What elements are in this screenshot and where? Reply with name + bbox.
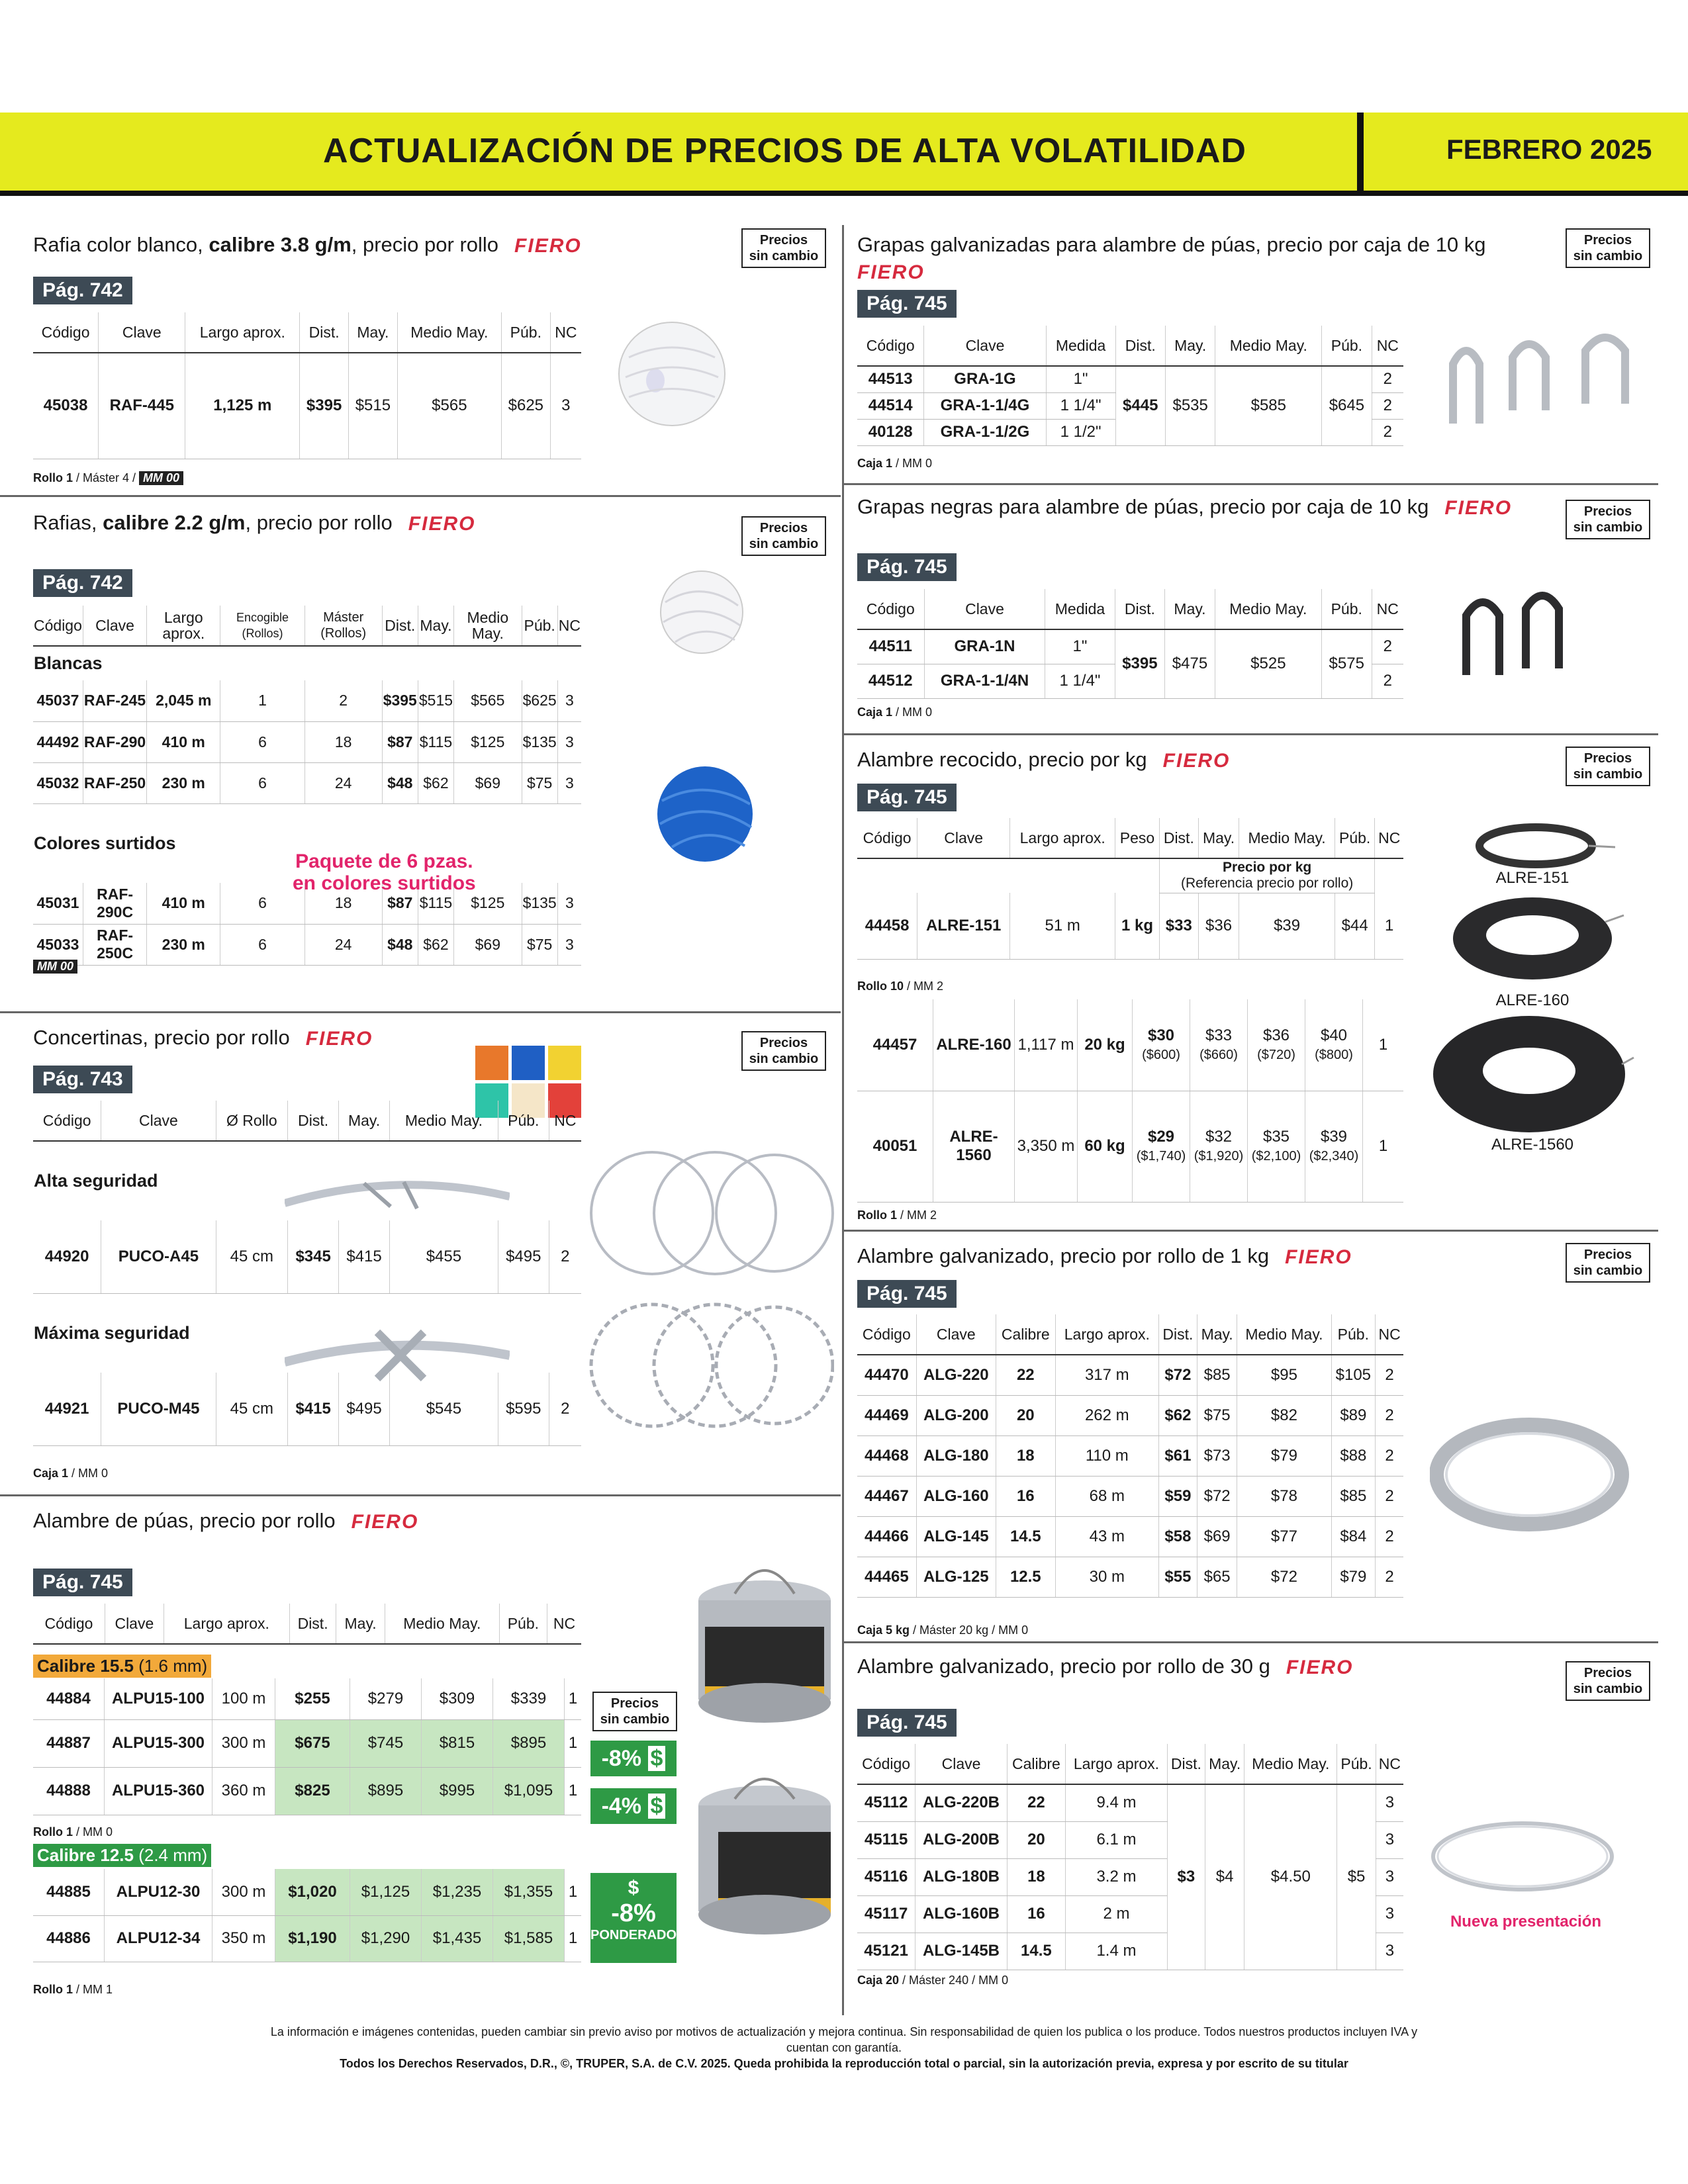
fiero-logo: FIERO bbox=[408, 512, 476, 535]
header-banner bbox=[0, 113, 1688, 196]
recocido-table: Código Clave Largo aprox. Peso Dist. May. Medio May. Púb. NC Precio por kg (Referencia precio por rollo) 44458 ALRE-151 51 m 1 kg $33 $36 $39 $44 1 bbox=[857, 818, 1403, 960]
table-row: 45037 RAF-245 2,045 m 1 2 $395 $515 $565 $625 3 bbox=[33, 680, 581, 721]
banner-separator bbox=[1357, 113, 1364, 191]
table-row: 44458 ALRE-151 51 m 1 kg $33 $36 $39 $44 1 bbox=[857, 893, 1403, 959]
section-rafia-blanco bbox=[33, 225, 841, 496]
sin-cambio-badge: Precios sin cambio bbox=[592, 1692, 677, 1731]
packaging-note: Caja 1 / MM 0 bbox=[857, 705, 933, 719]
product-caption: ALRE-1560 bbox=[1491, 1136, 1574, 1154]
packaging-note: Rollo 1 / MM 1 bbox=[33, 1983, 113, 1996]
table-row: 44511 GRA-1N 1" $395 $475 $525 $575 2 bbox=[857, 629, 1403, 664]
page-ref: Pág. 745 bbox=[857, 290, 957, 318]
sin-cambio-badge: Precios sin cambio bbox=[1566, 747, 1650, 786]
rafia-white-ball-icon bbox=[655, 566, 748, 659]
page-ref: Pág. 745 bbox=[857, 784, 957, 811]
divider bbox=[844, 733, 1658, 735]
section-alambre-puas bbox=[33, 1501, 841, 2017]
packaging-note: Rollo 10 / MM 2 bbox=[857, 979, 944, 993]
group-label: Máxima seguridad bbox=[34, 1322, 190, 1343]
puas-table-header: Código Clave Largo aprox. Dist. May. Medio May. Púb. NC bbox=[33, 1604, 581, 1645]
right-column bbox=[857, 225, 1655, 2019]
section-rafias bbox=[33, 503, 841, 979]
table-row: 44921 PUCO-M45 45 cm $415 $495 $545 $595 2 bbox=[33, 1373, 581, 1445]
table-row: 44885 ALPU12-30 300 m $1,020 $1,125 $1,235 $1,355 1 bbox=[33, 1869, 581, 1915]
concertina-coil-icon bbox=[589, 1137, 834, 1289]
razor-wire-max-icon bbox=[285, 1326, 510, 1385]
concertinas-table: Código Clave Ø Rollo Dist. May. Medio May. Púb. NC Alta seguridad 44920 PUCO-A45 45 cm $345 $415 $455 $495 2 Máxima seguridad 44921 PUCO-M45 45 cm $415 $495 $545 $595 2 bbox=[33, 1101, 581, 1446]
packaging-note: Rollo 1 / MM 0 bbox=[33, 1825, 113, 1839]
section-title: Alambre galvanizado, precio por rollo de 1 kg FIERO bbox=[857, 1244, 1352, 1268]
table-row: 44467 ALG-160 16 68 m $59 $72 $78 $85 2 bbox=[857, 1476, 1403, 1516]
packaging-note: Caja 20 / Máster 240 / MM 0 bbox=[857, 1974, 1009, 1987]
group-label: Alta seguridad bbox=[34, 1171, 158, 1191]
table-row: 44457 ALRE-160 1,117 m 20 kg $30 ($600) $33 ($660) $36 ($720) $40 ($800) 1 bbox=[857, 999, 1403, 1091]
section-galvanizado-30g bbox=[857, 1648, 1655, 2019]
rafia-blanco-table: Código Clave Largo aprox. Dist. May. Medio May. Púb. NC 45038 RAF-445 1,125 m $395 $515 $565 $625 3 bbox=[33, 312, 581, 459]
divider bbox=[0, 1494, 841, 1496]
rafia-roll-icon bbox=[616, 318, 728, 430]
section-galvanizado-1kg bbox=[857, 1236, 1655, 1660]
section-title: Grapas negras para alambre de púas, precio por caja de 10 kg FIERO bbox=[857, 495, 1513, 519]
grapas-negras-table: Código Clave Medida Dist. May. Medio May. Púb. NC 44511 GRA-1N 1" $395 $475 $525 $575 2 44512 GRA-1-1/4N 1 1/4" 2 bbox=[857, 589, 1403, 699]
table-row: 45033 RAF-250C 230 m 6 24 $48 $62 $69 $75 3 bbox=[33, 924, 581, 965]
grapas-galv-table: Código Clave Medida Dist. May. Medio May. Púb. NC 44513 GRA-1G 1" $445 $535 $585 $645 2 44514 GRA-1-1/4G 1 1/4" 2 40128 GRA-1-1/2G 1 1/2" 2 bbox=[857, 326, 1403, 446]
section-title: Rafias, calibre 2.2 g/m, precio por rollo FIERO bbox=[33, 511, 476, 535]
calibre-12-label: Calibre 12.5 (2.4 mm) bbox=[33, 1844, 211, 1867]
wire-coil-small-icon bbox=[1473, 819, 1618, 872]
table-row: 44920 PUCO-A45 45 cm $345 $415 $455 $495 2 bbox=[33, 1220, 581, 1293]
fiero-logo: FIERO bbox=[857, 261, 925, 283]
small-wire-coil-icon bbox=[1427, 1813, 1625, 1899]
section-title: Grapas galvanizadas para alambre de púas, precio por caja de 10 kg bbox=[857, 233, 1486, 256]
section-concertinas bbox=[33, 1018, 841, 1488]
discount-badge: -4% $ bbox=[590, 1788, 677, 1824]
rafia-blue-ball-icon bbox=[652, 761, 758, 867]
fiero-logo: FIERO bbox=[1444, 496, 1513, 519]
fiero-logo: FIERO bbox=[1285, 1246, 1352, 1268]
table-row: 45032 RAF-250 230 m 6 24 $48 $62 $69 $75 3 bbox=[33, 762, 581, 803]
sin-cambio-badge: Precios sin cambio bbox=[741, 516, 826, 556]
table-row: 45115 ALG-200B 20 6.1 m 3 bbox=[857, 1821, 1403, 1858]
section-grapas-galvanizadas bbox=[857, 225, 1655, 483]
section-title: Concertinas, precio por rollo FIERO bbox=[33, 1026, 373, 1050]
product-caption: ALRE-160 bbox=[1495, 991, 1570, 1009]
section-title: Alambre galvanizado, precio por rollo de 30 g FIERO bbox=[857, 1655, 1354, 1678]
page-ref: Pág. 745 bbox=[857, 1280, 957, 1308]
table-row: 44469 ALG-200 20 262 m $62 $75 $82 $89 2 bbox=[857, 1395, 1403, 1435]
group-label: Colores surtidos bbox=[34, 833, 176, 853]
table-row: 44470 ALG-220 22 317 m $72 $85 $95 $105 2 bbox=[857, 1355, 1403, 1395]
packaging-note: Caja 5 kg / Máster 20 kg / MM 0 bbox=[857, 1623, 1029, 1637]
galvanized-staples-icon bbox=[1440, 324, 1652, 443]
table-row: 45117 ALG-160B 16 2 m 3 bbox=[857, 1895, 1403, 1933]
galvanized-wire-coil-icon bbox=[1430, 1408, 1635, 1541]
column-divider bbox=[842, 225, 844, 2015]
left-column bbox=[33, 225, 841, 2019]
table-row: 44492 RAF-290 410 m 6 18 $87 $115 $125 $135 3 bbox=[33, 721, 581, 762]
sin-cambio-badge: Precios sin cambio bbox=[741, 228, 826, 268]
fiero-logo: FIERO bbox=[514, 234, 582, 257]
table-row: 45038 RAF-445 1,125 m $395 $515 $565 $625 3 bbox=[33, 353, 581, 459]
table-row: 44465 ALG-125 12.5 30 m $55 $65 $72 $79 2 bbox=[857, 1557, 1403, 1597]
rafias-table: Código Clave Largo aprox. Encogible (Rollos) Máster (Rollos) Dist. May. Medio May. Púb. NC Blancas 45037 RAF-245 2,045 m 1 2 $395 $515 $565 $625 3 44492 RAF-290 410 m 6 18 $87 $115 $125 $135 3 45032 RAF-250 230 m 6 24 $48 $62 $69 $75 3 Colores surtidos 45031 RAF-290C 410 m 6 18 $87 $115 $125 $135 3 45033 RAF-250C 230 m 6 24 $48 $62 $69 $75 3 bbox=[33, 606, 581, 966]
section-grapas-negras bbox=[857, 490, 1655, 735]
puas-calibre-12-table bbox=[33, 1869, 581, 1962]
table-row: 40051 ALRE-1560 3,350 m 60 kg $29 ($1,740) $32 ($1,920) $35 ($2,100) $39 ($2,340) 1 bbox=[857, 1091, 1403, 1202]
sin-cambio-badge: Precios sin cambio bbox=[741, 1031, 826, 1071]
table-row: 44887 ALPU15-300 300 m $675 $745 $815 $895 1 bbox=[33, 1719, 581, 1767]
divider bbox=[844, 483, 1658, 485]
table-row: 44514 GRA-1-1/4G 1 1/4" 2 bbox=[857, 392, 1403, 419]
table-row: 45112 ALG-220B 22 9.4 m $3 $4 $4.50 $5 3 bbox=[857, 1784, 1403, 1821]
table-row: 45116 ALG-180B 18 3.2 m 3 bbox=[857, 1858, 1403, 1895]
table-row: 40128 GRA-1-1/2G 1 1/2" 2 bbox=[857, 419, 1403, 445]
sin-cambio-badge: Precios sin cambio bbox=[1566, 1243, 1650, 1283]
wire-coil-large-icon bbox=[1430, 1011, 1635, 1137]
product-caption: ALRE-151 bbox=[1495, 869, 1570, 887]
recocido-table-2 bbox=[857, 999, 1403, 1203]
page-ref: Pág. 743 bbox=[33, 1066, 132, 1093]
packaging-note: Rollo 1 / Máster 4 / MM 00 bbox=[33, 471, 183, 485]
disclaimer: La información e imágenes contenidas, pueden cambiar sin previo aviso por motivos de actualización y mejora continua. Sin responsabilidad de quien los publica o los produce. Todos nuestros productos incluyen IVA y cuentan con garantía. Todos los Derechos Reservados, D.R., ©, TRUPER, S.A. de C.V. 2025. Queda prohibida la reproducción total o parcial, sin la autorización previa, expresa y por escrito de su titular bbox=[270, 2025, 1418, 2070]
section-title: Rafia color blanco, calibre 3.8 g/m, precio por rollo FIERO bbox=[33, 233, 582, 257]
divider bbox=[844, 1230, 1658, 1232]
razor-wire-icon bbox=[285, 1170, 510, 1223]
page-ref: Pág. 742 bbox=[33, 569, 132, 597]
section-title: Alambre de púas, precio por rollo FIERO bbox=[33, 1509, 419, 1533]
new-presentation-label: Nueva presentación bbox=[1450, 1913, 1602, 1931]
table-row: 44512 GRA-1-1/4N 1 1/4" 2 bbox=[857, 664, 1403, 698]
table-row: 44513 GRA-1G 1" $445 $535 $585 $645 2 bbox=[857, 366, 1403, 392]
pack-note: Paquete de 6 pzas. en colores surtidos bbox=[293, 850, 476, 894]
page-ref: Pág. 742 bbox=[33, 277, 132, 304]
fiero-logo: FIERO bbox=[351, 1510, 419, 1533]
galvanizado-30g-table: Código Clave Calibre Largo aprox. Dist. May. Medio May. Púb. NC 45112 ALG-220B 22 9.4 m $3 $4 $4.50 $5 3 45115 ALG-200B 20 6.1 m 3 45116 ALG-180B 18 3.2 m 3 45117 ALG-160B 16 2 m 3 45121 ALG-145B 14.5 1.4 m 3 bbox=[857, 1744, 1403, 1970]
table-row: 44468 ALG-180 18 110 m $61 $73 $79 $88 2 bbox=[857, 1435, 1403, 1476]
sin-cambio-badge: Precios sin cambio bbox=[1566, 228, 1650, 268]
table-row: 44466 ALG-145 14.5 43 m $58 $69 $77 $84 2 bbox=[857, 1516, 1403, 1557]
table-row: 44884 ALPU15-100 100 m $255 $279 $309 $339 1 bbox=[33, 1678, 581, 1719]
black-staples-icon bbox=[1453, 582, 1585, 688]
concertina-max-coil-icon bbox=[589, 1289, 834, 1441]
barbed-wire-roll-icon bbox=[688, 1554, 841, 1739]
sin-cambio-badge: Precios sin cambio bbox=[1566, 1661, 1650, 1701]
page-ref: Pág. 745 bbox=[857, 553, 957, 581]
divider bbox=[0, 1011, 841, 1013]
packaging-note: MM 00 bbox=[33, 960, 77, 974]
galvanizado-1kg-table: Código Clave Calibre Largo aprox. Dist. May. Medio May. Púb. NC 44470 ALG-220 22 317 m $72 $85 $95 $105 2 44469 ALG-200 20 262 m $62 $75 $82 $89 2 44468 ALG-180 18 110 m $61 $73 $79 $88 2 44467 ALG-160 16 68 m $59 $72 $78 $85 2 44466 ALG-145 14.5 43 m $58 $69 $77 $84 2 44465 ALG-125 12.5 30 m $55 $65 $72 $79 2 bbox=[857, 1314, 1403, 1598]
packaging-note: Caja 1 / MM 0 bbox=[33, 1467, 109, 1480]
divider bbox=[844, 1641, 1658, 1643]
section-title: Alambre recocido, precio por kg FIERO bbox=[857, 748, 1231, 772]
page-date: FEBRERO 2025 bbox=[1446, 134, 1652, 165]
weighted-discount-badge: $ -8% PONDERADO bbox=[590, 1873, 677, 1963]
fiero-logo: FIERO bbox=[1162, 749, 1231, 772]
page-ref: Pág. 745 bbox=[33, 1569, 132, 1596]
packaging-note: Rollo 1 / MM 2 bbox=[857, 1208, 937, 1222]
wire-coil-medium-icon bbox=[1446, 889, 1625, 988]
table-row: 44886 ALPU12-34 350 m $1,190 $1,290 $1,435 $1,585 1 bbox=[33, 1915, 581, 1962]
page-title: ACTUALIZACIÓN DE PRECIOS DE ALTA VOLATILIDAD bbox=[323, 132, 1246, 170]
section-alambre-recocido bbox=[857, 740, 1655, 1243]
fiero-logo: FIERO bbox=[305, 1027, 373, 1050]
table-row: 45121 ALG-145B 14.5 1.4 m 3 bbox=[857, 1933, 1403, 1970]
barbed-wire-roll-heavy-icon bbox=[688, 1766, 841, 1951]
discount-badge: -8% $ bbox=[590, 1741, 677, 1776]
divider bbox=[0, 495, 841, 497]
packaging-note: Caja 1 / MM 0 bbox=[857, 457, 933, 470]
sin-cambio-badge: Precios sin cambio bbox=[1566, 500, 1650, 539]
table-row: 45031 RAF-290C 410 m 6 18 $87 $115 $125 $135 3 bbox=[33, 883, 581, 924]
puas-calibre-15-table bbox=[33, 1678, 581, 1815]
group-label: Blancas bbox=[34, 653, 103, 673]
table-row: 44888 ALPU15-360 360 m $825 $895 $995 $1,095 1 bbox=[33, 1767, 581, 1815]
page-ref: Pág. 745 bbox=[857, 1709, 957, 1737]
calibre-15-label: Calibre 15.5 (1.6 mm) bbox=[33, 1655, 211, 1678]
fiero-logo: FIERO bbox=[1286, 1656, 1354, 1678]
price-note: Precio por kg (Referencia precio por rollo) bbox=[1159, 858, 1375, 893]
